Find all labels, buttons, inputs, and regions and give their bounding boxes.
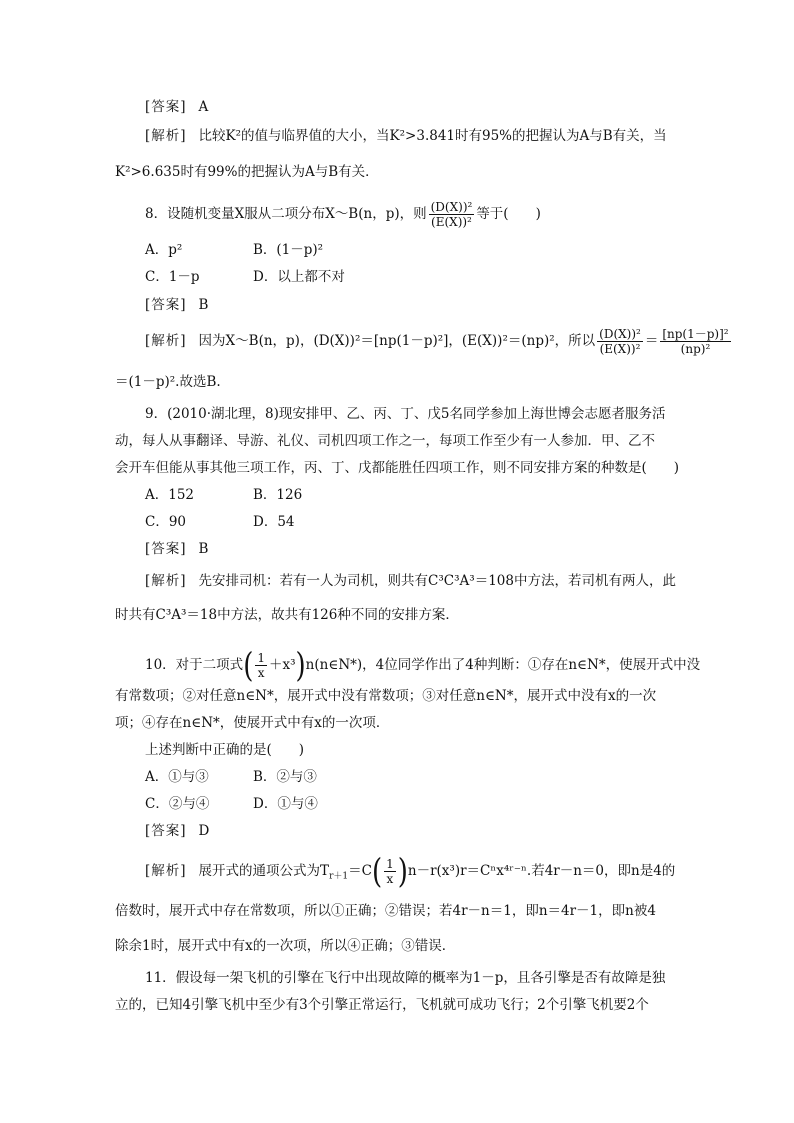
q9-analysis-line2: 时共有C³A³＝18中方法，故共有126种不同的安排方案． xyxy=(115,607,459,623)
q10-line4: 上述判断中正确的是( ) xyxy=(145,742,305,758)
q8-analysis-fraction1: $\frac{\text{(D(X))²}}{\text{(E(X))²}}$ xyxy=(599,327,641,356)
q9-line2: 动，每人从事翻译、导游、礼仪、司机四项工作之一，每项工作至少有一人参加．甲、乙不 xyxy=(115,433,655,449)
q10-option-c: C．②与④ xyxy=(145,796,210,812)
q8-answer: [答案] B xyxy=(145,297,209,313)
q8-option-b: B．(1－p)² xyxy=(253,242,324,258)
q7-analysis-line1: [解析] 比较K²的值与临界值的大小，当K²>3.841时有95%的把握认为A与B有关，当 xyxy=(145,128,667,144)
q11-line1: 11．假设每一架飞机的引擎在飞行中出现故障的概率为1－p，且各引擎是否有故障是独 xyxy=(145,970,666,986)
q10-analysis-line2: 倍数时，展开式中存在常数项，所以①正确；②错误；若4r－n＝1，即n＝4r－1，即n被4 xyxy=(115,903,656,919)
q10-binomial-fraction: $\frac{1}{x}$ xyxy=(257,651,265,680)
q9-analysis-line1: [解析] 先安排司机：若有一人为司机，则共有C³C³A³＝108中方法，若司机有两人，此 xyxy=(145,573,676,589)
q9-answer: [答案] B xyxy=(145,541,209,557)
q8-option-d: D．以上都不对 xyxy=(253,269,345,285)
q11-line2: 立的，已知4引擎飞机中至少有3个引擎正常运行，飞机就可成功飞行；2个引擎飞机要2个 xyxy=(115,997,649,1013)
q10-analysis-line1: [解析] 展开式的通项公式为$T_{r+1}=C$( $\frac{1}{x}$ )n－r(x³)r＝Cⁿx⁴ʳ⁻ⁿ.若4r－n＝0，即n是4的 xyxy=(145,852,676,891)
q8-analysis-fraction2: $\frac{\text{[np(1－p)]²}}{\text{(np)²}}$ xyxy=(662,327,729,356)
q8-option-c: C．1－p xyxy=(145,269,200,285)
q8-stem-fraction: $\frac{\text{(D(X))²}}{\text{(E(X))²}}$ xyxy=(430,200,473,229)
q8-analysis-line1: [解析] 因为X～B(n，p)，(D(X))²＝[np(1－p)²]，(E(X))²＝(np)²，所以 $\frac{\text{(D(X))²}}{\text{(E(X))²}}$ ＝ $\frac{\text{[np(1－p)]²}}{\text{(np)²}}$ xyxy=(145,327,729,356)
q9-line1: 9．(2010·湖北理，8)现安排甲、乙、丙、丁、戊5名同学参加上海世博会志愿者服务活 xyxy=(145,406,666,422)
q8-stem: 8．设随机变量X服从二项分布X～B(n，p)，则 $\frac{\text{(D(X))²}}{\text{(E(X))²}}$ 等于( ) xyxy=(145,200,541,229)
q10-analysis-line3: 除余1时，展开式中有x的一次项，所以④正确；③错误． xyxy=(115,938,456,954)
q10-option-a: A．①与③ xyxy=(145,769,209,785)
q10-answer: [答案] D xyxy=(145,823,210,839)
q10-line2: 有常数项；②对任意n∈N*，展开式中没有常数项；③对任意n∈N*，展开式中没有x的一次 xyxy=(115,688,657,704)
q10-line1: 10．对于二项式( $\frac{1}{x}$ ＋x³)n(n∈N*)，4位同学作出了4种判断：①存在n∈N*，使展开式中没 xyxy=(145,646,701,685)
q10-option-b: B．②与③ xyxy=(253,769,317,785)
q10-option-d: D．①与④ xyxy=(253,796,318,812)
q9-option-c: C．90 xyxy=(145,514,187,530)
q10-analysis-fraction: $\frac{1}{x}$ xyxy=(386,857,394,886)
q7-answer: [答案] A xyxy=(145,99,209,115)
q8-option-a: A．p² xyxy=(145,242,183,258)
q10-line3: 项；④存在n∈N*，使展开式中有x的一次项． xyxy=(115,715,390,731)
q9-option-d: D．54 xyxy=(253,514,295,530)
q9-option-b: B．126 xyxy=(253,487,303,503)
q9-line3: 会开车但能从事其他三项工作，丙、丁、戊都能胜任四项工作，则不同安排方案的种数是( ) xyxy=(115,460,680,476)
q9-option-a: A．152 xyxy=(145,487,195,503)
q7-analysis-line2: K²>6.635时有99%的把握认为A与B有关． xyxy=(115,164,379,180)
q8-analysis-line2: ＝(1－p)².故选B. xyxy=(115,374,221,390)
